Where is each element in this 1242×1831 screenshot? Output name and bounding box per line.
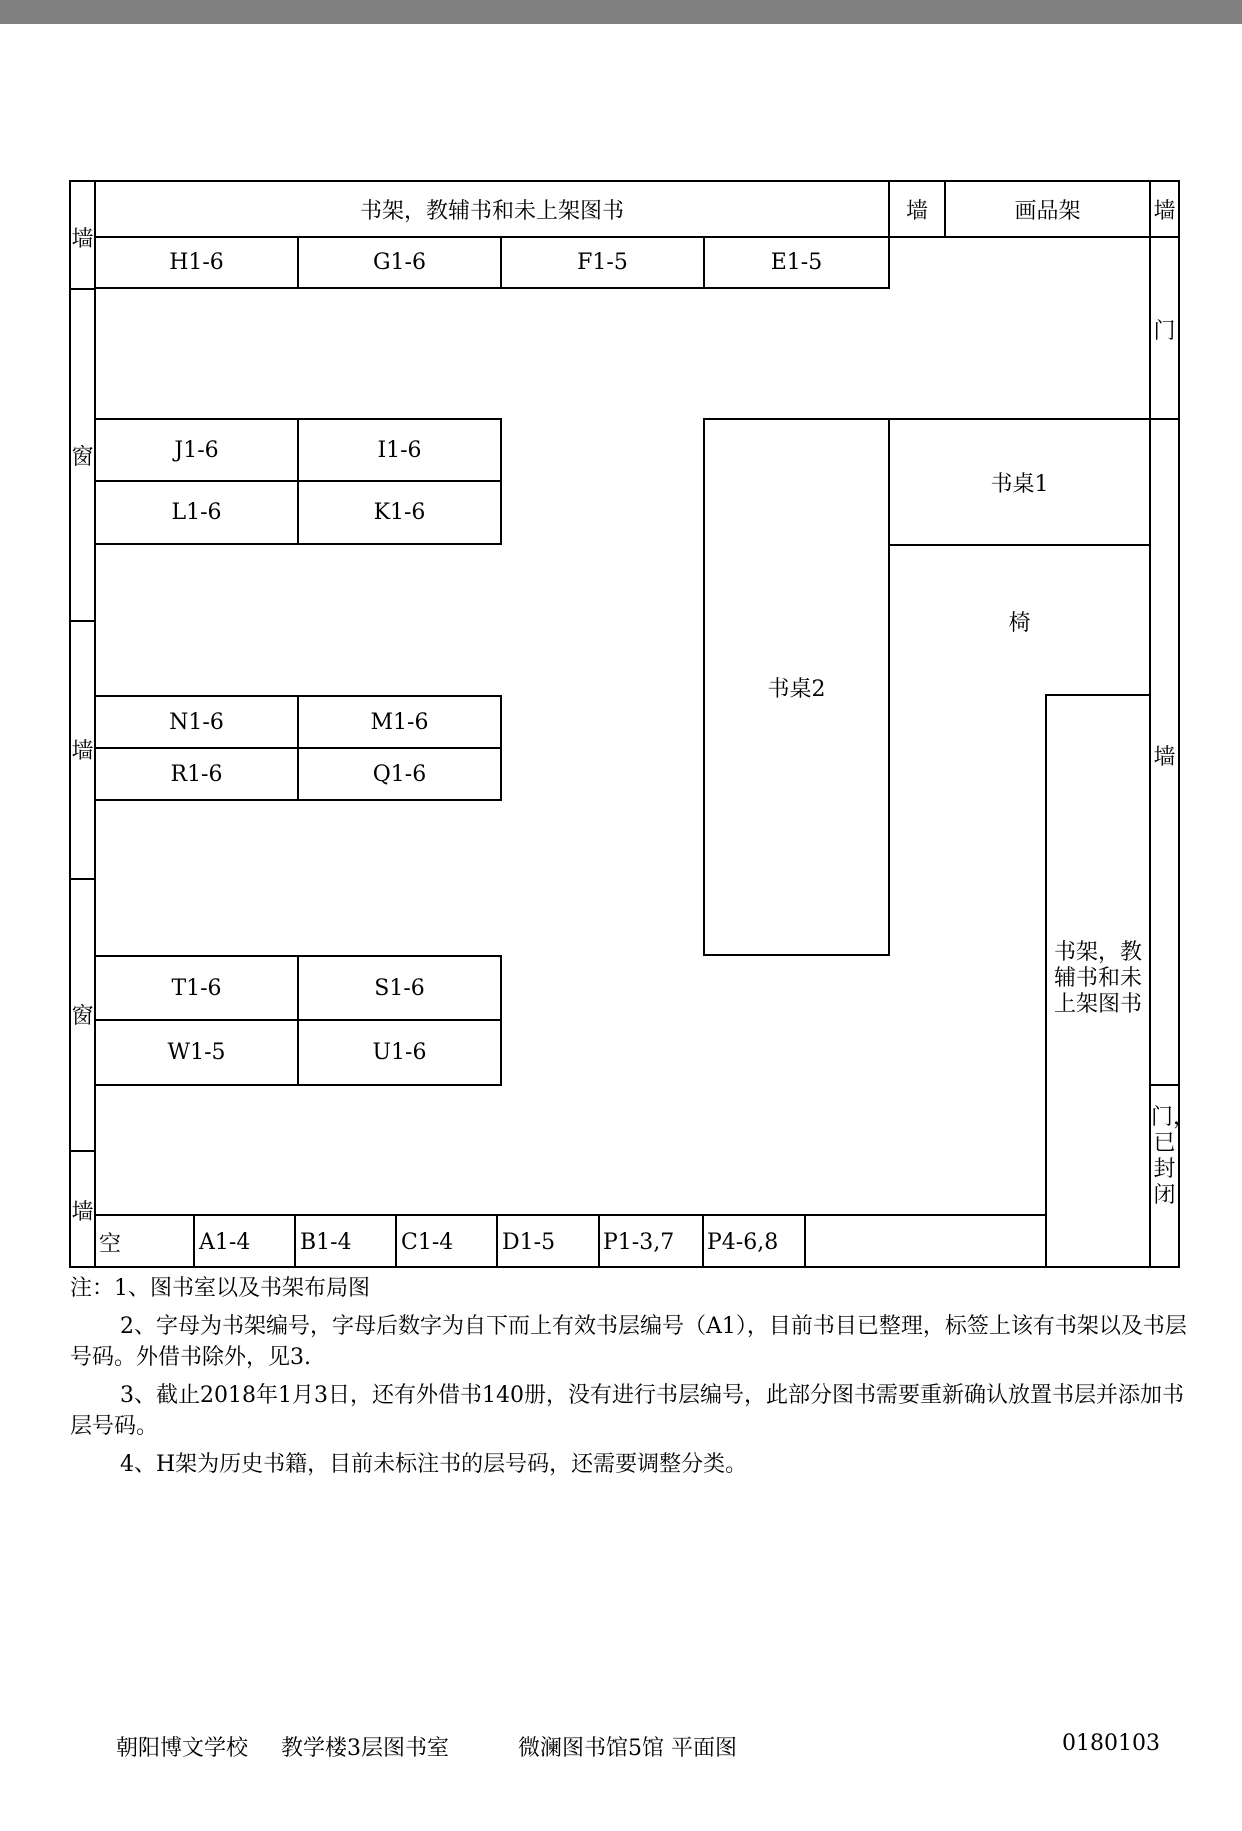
shelf-M: M1-6 xyxy=(297,695,502,749)
bottom-row-blank xyxy=(804,1214,1047,1268)
shelf-C-label: C1-4 xyxy=(401,1230,454,1255)
shelf-S: S1-6 xyxy=(297,955,502,1021)
chair-label: 椅 xyxy=(1008,610,1031,636)
notes xyxy=(70,1273,1190,1487)
shelf-F: F1-5 xyxy=(500,236,705,289)
sealed-door-label: 门，已封闭 xyxy=(1151,1105,1196,1208)
left-wall-label: 墙 xyxy=(71,1199,94,1225)
shelf-Q: Q1-6 xyxy=(297,747,502,801)
left-divider xyxy=(69,878,96,880)
footer-school: 朝阳博文学校 xyxy=(116,1736,249,1761)
left-wall-label: 墙 xyxy=(71,738,94,764)
shelf-H: H1-6 xyxy=(94,236,299,289)
left-divider xyxy=(69,620,96,622)
shelf-A-label: A1-4 xyxy=(199,1230,251,1255)
note-4: 4、H架为历史书籍，目前未标注书的层号码，还需要调整分类。 xyxy=(120,1452,748,1477)
shelf-J: J1-6 xyxy=(94,418,299,482)
note-1: 注：1、图书室以及书架布局图 xyxy=(70,1276,370,1301)
left-column xyxy=(69,180,96,1268)
shelf-I: I1-6 xyxy=(297,418,502,482)
shelf-T: T1-6 xyxy=(94,955,299,1021)
footer-room: 教学楼3层图书室 xyxy=(281,1736,449,1761)
shelf-L: L1-6 xyxy=(94,480,299,545)
painting-rack: 画品架 xyxy=(944,180,1151,238)
left-divider xyxy=(69,288,96,290)
shelf-R: R1-6 xyxy=(94,747,299,801)
shelf-U: U1-6 xyxy=(297,1019,502,1086)
shelf-B-label: B1-4 xyxy=(300,1230,352,1255)
right-divider xyxy=(1149,1084,1180,1086)
right-bookshelf-label: 书架，教辅书和未上架图书 xyxy=(1053,940,1142,1017)
shelf-D-label: D1-5 xyxy=(502,1230,556,1255)
shelf-W: W1-5 xyxy=(94,1019,299,1086)
top-right-wall-cell: 墙 xyxy=(1149,180,1180,238)
right-divider xyxy=(1149,418,1180,420)
desk-1: 书桌1 xyxy=(888,418,1151,546)
left-window-label: 窗 xyxy=(71,444,94,470)
bottom-empty-label: 空 xyxy=(99,1232,122,1257)
left-window-label: 窗 xyxy=(71,1003,94,1029)
footer-library: 微澜图书馆5馆 平面图 xyxy=(518,1736,737,1761)
top-wall-cell: 墙 xyxy=(888,180,946,238)
right-door-label: 门 xyxy=(1153,318,1176,344)
note-3: 3、截止2018年1月3日，还有外借书140册，没有进行书层编号，此部分图书需要重新确认放置书层并添加书层号码。 xyxy=(70,1383,1184,1439)
shelf-K: K1-6 xyxy=(297,480,502,545)
shelf-G: G1-6 xyxy=(297,236,502,289)
note-2: 2、字母为书架编号，字母后数字为自下而上有效书层编号（A1），目前书目已整理，标签上该有书架以及书层号码。外借书除外，见3. xyxy=(70,1314,1187,1370)
shelf-P4-label: P4-6,8 xyxy=(707,1230,779,1255)
shelf-P1-label: P1-3,7 xyxy=(603,1230,675,1255)
left-divider xyxy=(69,1150,96,1152)
footer-code: 0180103 xyxy=(1062,1731,1160,1756)
top-bookshelf: 书架，教辅书和未上架图书 xyxy=(94,180,890,238)
shelf-E: E1-5 xyxy=(703,236,890,289)
left-wall-label: 墙 xyxy=(71,226,94,252)
shelf-N: N1-6 xyxy=(94,695,299,749)
desk-2: 书桌2 xyxy=(703,418,890,956)
right-wall-label: 墙 xyxy=(1153,744,1176,770)
